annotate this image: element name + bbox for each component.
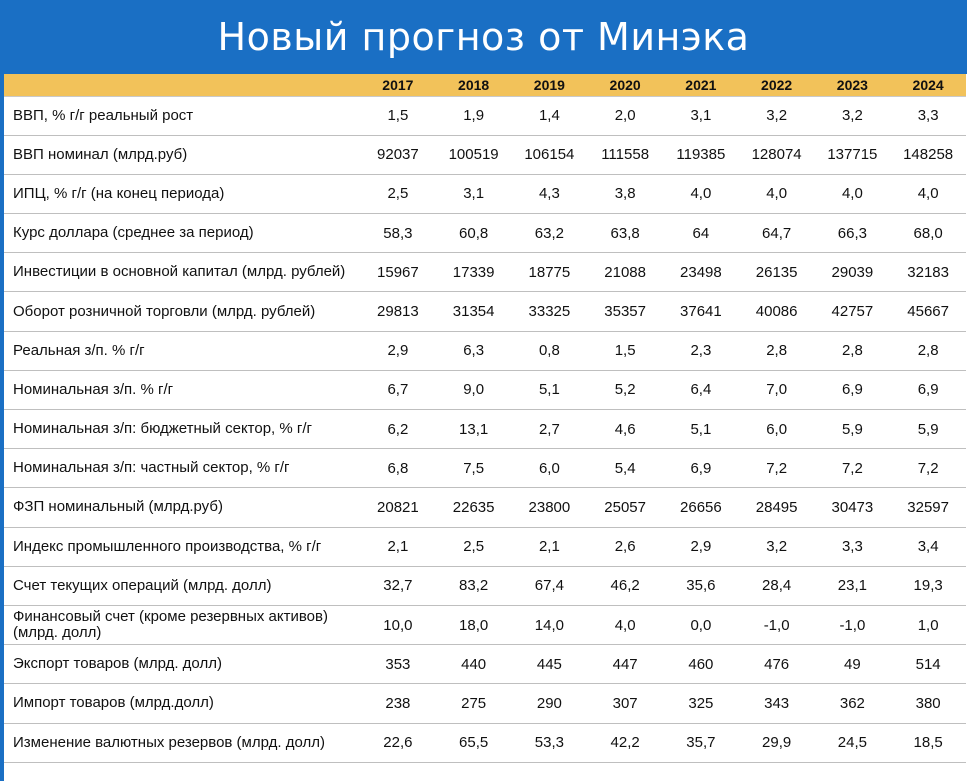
row-label: Финансовый счет (кроме резервных активов) (млрд. долл) (4, 605, 360, 644)
table-cell: 2,8 (890, 331, 966, 370)
table-cell: 29039 (815, 253, 891, 292)
table-cell: 7,5 (436, 449, 512, 488)
table-cell: 2,3 (663, 331, 739, 370)
table-cell: 148258 (890, 135, 966, 174)
year-header: 2022 (739, 74, 815, 96)
table-cell: 32,7 (360, 566, 436, 605)
table-row (4, 135, 966, 174)
table-cell: 63,8 (587, 214, 663, 253)
table-cell: 238 (360, 684, 436, 723)
table-cell: 5,4 (587, 449, 663, 488)
table-cell: 1,5 (360, 96, 436, 135)
table-cell: 6,9 (663, 449, 739, 488)
table-cell: 29813 (360, 292, 436, 331)
table-cell: 307 (587, 684, 663, 723)
table-cell: 64 (663, 214, 739, 253)
year-header: 2020 (587, 74, 663, 96)
table-row (4, 292, 966, 331)
row-label: ИПЦ, % г/г (на конец периода) (4, 174, 360, 213)
table-cell: 2,7 (512, 410, 588, 449)
table-cell: 23800 (512, 488, 588, 527)
table-cell: 6,0 (512, 449, 588, 488)
table-cell: 6,9 (815, 370, 891, 409)
row-label: Экспорт товаров (млрд. долл) (4, 645, 360, 684)
table-cell: 37641 (663, 292, 739, 331)
table-cell: 4,3 (512, 174, 588, 213)
row-label: Курс доллара (среднее за период) (4, 214, 360, 253)
table-cell: 6,8 (360, 449, 436, 488)
table-cell: 1,9 (436, 96, 512, 135)
table-cell: 137715 (815, 135, 891, 174)
table-cell: 3,2 (739, 527, 815, 566)
table-cell: 15967 (360, 253, 436, 292)
table-cell: 106154 (512, 135, 588, 174)
table-cell: 2,9 (360, 331, 436, 370)
table-cell: 64,7 (739, 214, 815, 253)
table-row (4, 723, 966, 762)
table-cell: 6,3 (436, 331, 512, 370)
row-label: Реальная з/п. % г/г (4, 331, 360, 370)
table-cell: 29,9 (739, 723, 815, 762)
table-row (4, 174, 966, 213)
table-cell: 13,1 (436, 410, 512, 449)
table-cell: 9,0 (436, 370, 512, 409)
table-cell: 2,5 (360, 174, 436, 213)
table-cell: 3,1 (436, 174, 512, 213)
table-cell: 447 (587, 645, 663, 684)
row-label: Изменение валютных резервов (млрд. долл) (4, 723, 360, 762)
table-cell: 35357 (587, 292, 663, 331)
table-cell: 22635 (436, 488, 512, 527)
table-cell: 2,0 (587, 96, 663, 135)
table-cell: 66,3 (815, 214, 891, 253)
table-cell: 31354 (436, 292, 512, 331)
table-cell: 23498 (663, 253, 739, 292)
year-header: 2023 (815, 74, 891, 96)
table-cell: 445 (512, 645, 588, 684)
table-cell: 119385 (663, 135, 739, 174)
header-label-cell (4, 74, 360, 96)
table-cell: 2,5 (436, 527, 512, 566)
table-row (4, 684, 966, 723)
table-cell: 0,0 (663, 605, 739, 644)
table-cell: 60,8 (436, 214, 512, 253)
table-cell: 63,2 (512, 214, 588, 253)
table-cell: 45667 (890, 292, 966, 331)
table-cell: -1,0 (815, 605, 891, 644)
table-cell: 67,4 (512, 566, 588, 605)
year-header: 2019 (512, 74, 588, 96)
table-cell: 58,3 (360, 214, 436, 253)
table-cell: 2,8 (815, 331, 891, 370)
table-cell: 18,5 (890, 723, 966, 762)
table-cell: 275 (436, 684, 512, 723)
table-cell: 65,5 (436, 723, 512, 762)
table-cell: 68,0 (890, 214, 966, 253)
table-cell: 30473 (815, 488, 891, 527)
table-cell: 2,6 (587, 527, 663, 566)
table-cell: 5,1 (663, 410, 739, 449)
table-cell: 53,3 (512, 723, 588, 762)
table-cell: 111558 (587, 135, 663, 174)
table-cell: 6,9 (890, 370, 966, 409)
table-cell: 14,0 (512, 605, 588, 644)
table-cell: 362 (815, 684, 891, 723)
table-cell: 7,0 (739, 370, 815, 409)
table-row (4, 214, 966, 253)
table-cell: 1,0 (890, 605, 966, 644)
table-row (4, 488, 966, 527)
table-cell: 92037 (360, 135, 436, 174)
table-cell: 18775 (512, 253, 588, 292)
table-header-row (4, 74, 966, 96)
table-body (4, 96, 966, 762)
row-label: Импорт товаров (млрд.долл) (4, 684, 360, 723)
table-cell: 460 (663, 645, 739, 684)
table-cell: 325 (663, 684, 739, 723)
table-cell: 2,8 (739, 331, 815, 370)
table-row (4, 645, 966, 684)
table-cell: 476 (739, 645, 815, 684)
table-cell: 2,1 (512, 527, 588, 566)
table-cell: 4,0 (815, 174, 891, 213)
row-label: ФЗП номинальный (млрд.руб) (4, 488, 360, 527)
table-cell: 5,9 (890, 410, 966, 449)
table-cell: 23,1 (815, 566, 891, 605)
table-cell: 20821 (360, 488, 436, 527)
table-cell: 46,2 (587, 566, 663, 605)
table-cell: 28,4 (739, 566, 815, 605)
table-cell: 32597 (890, 488, 966, 527)
row-label: Оборот розничной торговли (млрд. рублей) (4, 292, 360, 331)
table-cell: 3,8 (587, 174, 663, 213)
table-cell: 7,2 (815, 449, 891, 488)
table-cell: 7,2 (890, 449, 966, 488)
table-cell: 33325 (512, 292, 588, 331)
table-cell: 3,4 (890, 527, 966, 566)
table-cell: 32183 (890, 253, 966, 292)
table-cell: 26135 (739, 253, 815, 292)
table-cell: 35,6 (663, 566, 739, 605)
table-cell: 128074 (739, 135, 815, 174)
table-cell: 24,5 (815, 723, 891, 762)
table-cell: 4,0 (663, 174, 739, 213)
row-label: Инвестиции в основной капитал (млрд. рублей) (4, 253, 360, 292)
table-cell: 3,2 (815, 96, 891, 135)
row-label: Номинальная з/п: частный сектор, % г/г (4, 449, 360, 488)
table-cell: 3,2 (739, 96, 815, 135)
table-row (4, 253, 966, 292)
row-label: Индекс промышленного производства, % г/г (4, 527, 360, 566)
table-cell: 42757 (815, 292, 891, 331)
forecast-table (4, 74, 966, 763)
table-cell: 21088 (587, 253, 663, 292)
year-header: 2018 (436, 74, 512, 96)
table-cell: 290 (512, 684, 588, 723)
table-cell: 26656 (663, 488, 739, 527)
table-cell: 19,3 (890, 566, 966, 605)
table-cell: 40086 (739, 292, 815, 331)
table-cell: 4,0 (890, 174, 966, 213)
row-label: Номинальная з/п. % г/г (4, 370, 360, 409)
table-cell: 2,9 (663, 527, 739, 566)
table-cell: 49 (815, 645, 891, 684)
table-row (4, 605, 966, 644)
table-cell: 3,3 (815, 527, 891, 566)
table-cell: 4,6 (587, 410, 663, 449)
row-label: ВВП, % г/г реальный рост (4, 96, 360, 135)
year-header: 2017 (360, 74, 436, 96)
table-cell: 4,0 (739, 174, 815, 213)
page-title: Новый прогноз от Минэка (217, 15, 750, 59)
table-cell: 22,6 (360, 723, 436, 762)
table-cell: 0,8 (512, 331, 588, 370)
row-label: Номинальная з/п: бюджетный сектор, % г/г (4, 410, 360, 449)
row-label: Счет текущих операций (млрд. долл) (4, 566, 360, 605)
table-cell: 6,4 (663, 370, 739, 409)
table-cell: 440 (436, 645, 512, 684)
table-row (4, 96, 966, 135)
table-cell: 6,7 (360, 370, 436, 409)
table-cell: -1,0 (739, 605, 815, 644)
table-cell: 17339 (436, 253, 512, 292)
table-cell: 6,0 (739, 410, 815, 449)
table-cell: 2,1 (360, 527, 436, 566)
table-cell: 18,0 (436, 605, 512, 644)
table-cell: 83,2 (436, 566, 512, 605)
table-row (4, 331, 966, 370)
table-row (4, 566, 966, 605)
table-row (4, 370, 966, 409)
table-cell: 6,2 (360, 410, 436, 449)
table-cell: 35,7 (663, 723, 739, 762)
year-header: 2021 (663, 74, 739, 96)
table-cell: 100519 (436, 135, 512, 174)
table-cell: 353 (360, 645, 436, 684)
table-row (4, 410, 966, 449)
table-cell: 25057 (587, 488, 663, 527)
table-row (4, 527, 966, 566)
table-cell: 3,3 (890, 96, 966, 135)
table-cell: 380 (890, 684, 966, 723)
table-cell: 3,1 (663, 96, 739, 135)
year-header: 2024 (890, 74, 966, 96)
table-cell: 7,2 (739, 449, 815, 488)
table-cell: 1,5 (587, 331, 663, 370)
table-cell: 5,9 (815, 410, 891, 449)
row-label: ВВП номинал (млрд.руб) (4, 135, 360, 174)
table-cell: 42,2 (587, 723, 663, 762)
table-cell: 5,2 (587, 370, 663, 409)
table-cell: 10,0 (360, 605, 436, 644)
table-cell: 28495 (739, 488, 815, 527)
table-row (4, 449, 966, 488)
table-cell: 4,0 (587, 605, 663, 644)
table-cell: 514 (890, 645, 966, 684)
table-cell: 1,4 (512, 96, 588, 135)
table-cell: 343 (739, 684, 815, 723)
forecast-table-container (4, 74, 967, 781)
table-cell: 5,1 (512, 370, 588, 409)
